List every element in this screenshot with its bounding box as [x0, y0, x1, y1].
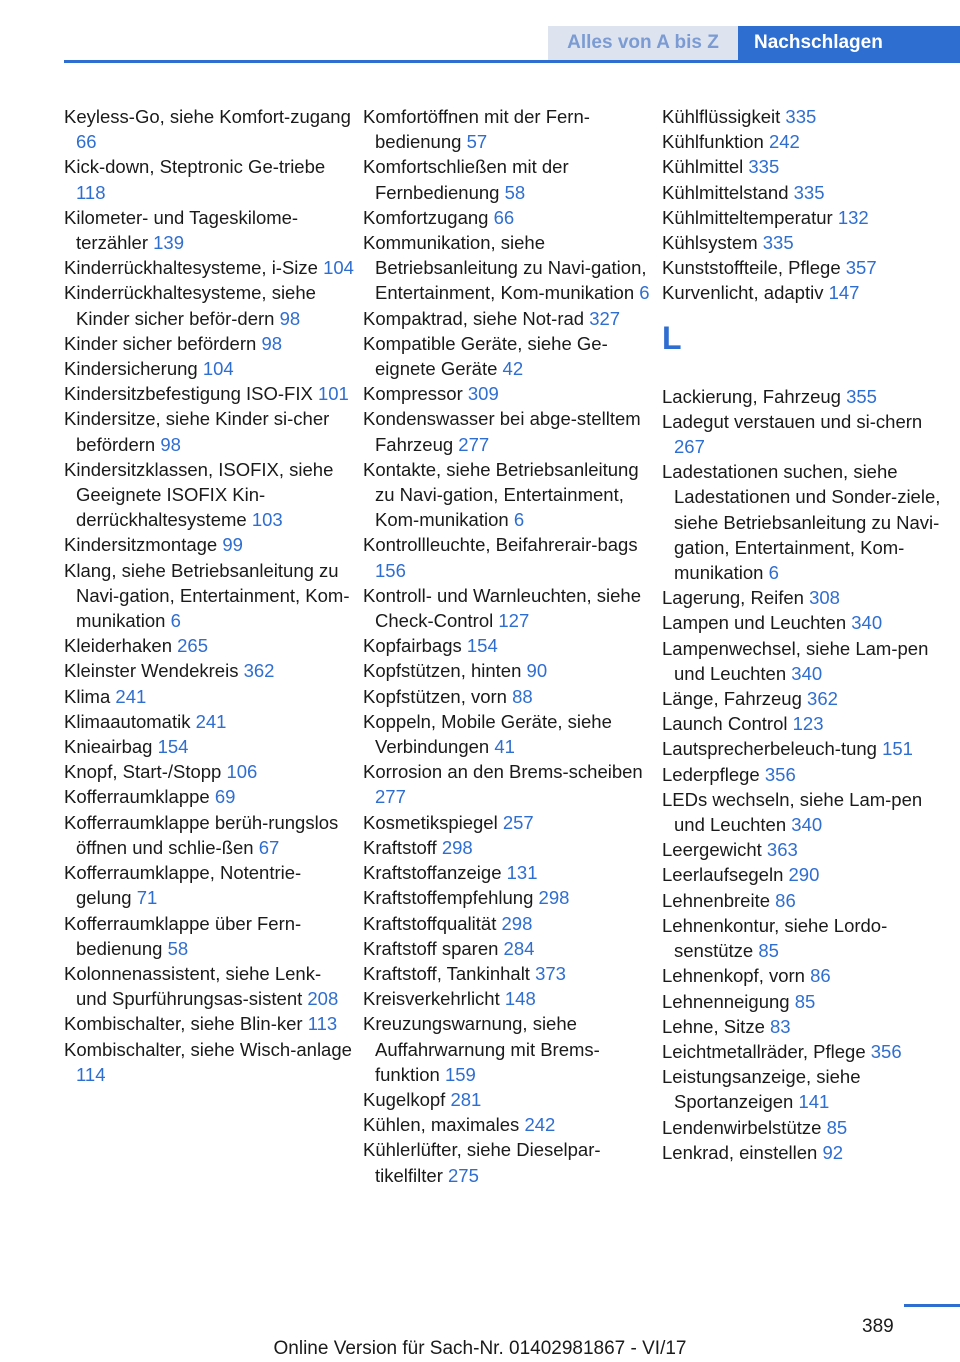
index-entry-page-link[interactable]: 335 — [748, 156, 780, 178]
index-entry — [363, 684, 653, 709]
index-entry-term: Klimaautomatik — [64, 710, 191, 732]
index-entry-page-link[interactable]: 67 — [258, 836, 280, 858]
index-entry-term: Lehne, Sitze — [662, 1015, 765, 1037]
index-entry-term: Kosmetikspiegel — [363, 811, 498, 833]
header-section-title: Alles von A bis Z — [548, 26, 738, 60]
index-entry-page-link[interactable]: 363 — [766, 839, 798, 861]
index-entry — [363, 104, 653, 154]
index-entry — [662, 686, 952, 711]
online-version-note: Online Version für Sach-Nr. 01402981867 - VI/17 — [273, 1338, 687, 1359]
index-entry-page-link[interactable]: 6 — [639, 282, 650, 304]
index-entry-page-link[interactable]: 104 — [323, 257, 354, 279]
index-letter-heading: L — [662, 319, 682, 356]
index-entry-term: Korrosion an den Brems-scheiben — [363, 761, 643, 783]
index-entry-term: Komfortöffnen mit der Fern-bedienung — [363, 106, 590, 153]
index-entry — [64, 381, 354, 406]
index-entry — [64, 1037, 354, 1087]
index-entry-term: Kofferraumklappe, Notentrie-gelung — [64, 862, 302, 909]
index-entry-term: Kontrollleuchte, Beifahrerair-bags — [363, 534, 638, 556]
index-entry — [363, 583, 653, 633]
index-entry-page-link[interactable]: 340 — [851, 612, 883, 634]
index-entry-page-link[interactable]: 85 — [826, 1116, 848, 1138]
index-entry-page-link[interactable]: 340 — [791, 662, 823, 684]
index-entry-term: Lampenwechsel, siehe Lam-pen und Leuchten — [662, 637, 929, 684]
index-entry-page-link[interactable]: 118 — [76, 181, 106, 203]
index-entry-term: LEDs wechseln, siehe Lam-pen und Leuchten — [662, 788, 923, 836]
index-entry-term: Knieairbag — [64, 736, 153, 758]
index-entry-page-link[interactable]: 298 — [538, 887, 570, 909]
index-entry — [64, 684, 354, 709]
index-entry-page-link[interactable]: 131 — [506, 862, 538, 884]
index-entry — [363, 406, 653, 456]
index-entry-page-link[interactable]: 335 — [793, 181, 825, 203]
index-entry-term: Kühlmittelstand — [662, 181, 789, 203]
index-entry — [363, 331, 653, 381]
index-entry — [662, 762, 952, 787]
index-entry — [363, 1011, 653, 1087]
index-entry — [363, 1112, 653, 1137]
index-entry — [64, 558, 354, 634]
index-entry — [363, 860, 653, 885]
index-entry-page-link[interactable]: 66 — [493, 206, 515, 228]
index-entry-page-link[interactable]: 104 — [202, 358, 234, 380]
index-entry — [64, 205, 354, 255]
index-entry — [363, 205, 653, 230]
index-entry-page-link[interactable]: 308 — [809, 587, 840, 609]
index-entry-term: Ladestationen suchen, siehe Ladestationen und Sonder-ziele, siehe Betriebsanleitung zu Navi-gation, Entertainment, Kom-munikation — [662, 461, 941, 584]
index-entry — [64, 709, 354, 734]
index-entry-term: Kreuzungswarnung, siehe Auffahrwarnung mit Brems-funktion — [363, 1013, 600, 1085]
index-entry-term: Lampen und Leuchten — [662, 612, 847, 634]
index-entry-page-link[interactable]: 6 — [170, 610, 181, 632]
index-entry — [662, 205, 952, 230]
index-entry — [64, 406, 354, 456]
index-entry-term: Kombischalter, siehe Wisch-anlage — [64, 1038, 352, 1060]
index-entry-page-link[interactable]: 132 — [837, 206, 869, 228]
index-entry — [662, 1039, 952, 1064]
index-entry-page-link[interactable]: 139 — [153, 232, 184, 254]
index-entry-term: Klima — [64, 685, 111, 707]
index-entry-term: Lehnenbreite — [662, 889, 771, 911]
index-entry — [662, 610, 952, 635]
index-entry — [662, 409, 952, 459]
index-entry-page-link[interactable]: 6 — [768, 562, 779, 584]
index-entry — [363, 658, 653, 683]
index-entry-page-link[interactable]: 101 — [317, 383, 349, 405]
index-entry-page-link[interactable]: 141 — [798, 1091, 830, 1113]
index-entry — [363, 911, 653, 936]
index-entry-term: Koppeln, Mobile Geräte, siehe Verbindungen — [363, 710, 612, 758]
index-entry-term: Kleiderhaken — [64, 635, 172, 657]
index-entry-term: Kompressor — [363, 383, 463, 405]
index-entry-page-link[interactable]: 156 — [375, 559, 406, 581]
index-entry-term: Lenkrad, einstellen — [662, 1141, 818, 1163]
index-entry — [363, 961, 653, 986]
index-entry-term: Launch Control — [662, 713, 788, 735]
index-entry-term: Kick-down, Steptronic Ge-triebe — [64, 156, 326, 178]
index-entry — [64, 860, 354, 910]
index-entry-term: Kühlmittel — [662, 156, 744, 178]
index-entry-page-link[interactable]: 241 — [195, 710, 227, 732]
index-entry — [64, 1011, 354, 1036]
index-entry-term: Lagerung, Reifen — [662, 587, 804, 609]
index-entry-term: Kindersitzklassen, ISOFIX, siehe Geeignete ISOFIX Kin-derrückhaltesysteme — [64, 458, 334, 531]
index-entry-page-link[interactable]: 103 — [251, 509, 283, 531]
index-entry — [64, 154, 354, 204]
index-entry-page-link[interactable]: 356 — [764, 763, 796, 785]
index-entry — [662, 280, 952, 305]
index-entry-page-link[interactable]: 335 — [762, 232, 794, 254]
index-entry — [662, 711, 952, 736]
index-entry-term: Leerlaufsegeln — [662, 864, 784, 886]
index-entry — [662, 230, 952, 255]
index-entry-page-link[interactable]: 92 — [822, 1141, 844, 1163]
index-entry-page-link[interactable]: 277 — [458, 433, 490, 455]
index-entry-page-link[interactable]: 373 — [535, 962, 566, 984]
index-entry-page-link[interactable]: 241 — [115, 685, 147, 707]
index-entry-page-link[interactable]: 113 — [307, 1013, 338, 1035]
index-entry — [662, 963, 952, 988]
index-entry-term: Kopfstützen, vorn — [363, 685, 507, 707]
index-entry — [64, 759, 354, 784]
index-entry — [662, 1014, 952, 1039]
index-entry-page-link[interactable]: 147 — [828, 282, 860, 304]
index-entry — [662, 736, 952, 761]
index-entry-term: Kühlmitteltemperatur — [662, 206, 833, 228]
index-entry-term: Kühlen, maximales — [363, 1114, 520, 1136]
index-entry-page-link[interactable]: 290 — [788, 864, 820, 886]
index-entry-page-link[interactable]: 257 — [502, 811, 534, 833]
index-entry — [662, 180, 952, 205]
index-entry-term: Kondenswasser bei abge-stelltem Fahrzeug — [363, 408, 641, 455]
index-entry — [363, 457, 653, 533]
index-entry-page-link[interactable]: 85 — [794, 990, 816, 1012]
index-entry-term: Leergewicht — [662, 839, 762, 861]
index-entry — [363, 835, 653, 860]
index-entry-page-link[interactable]: 327 — [589, 307, 621, 329]
index-entry-term: Kühlsystem — [662, 232, 758, 254]
index-entry-term: Lackierung, Fahrzeug — [662, 385, 841, 407]
index-entry-page-link[interactable]: 275 — [448, 1164, 479, 1186]
header-chapter-tab: Nachschlagen — [738, 26, 960, 60]
footer-rule — [904, 1304, 960, 1307]
index-entry — [662, 255, 952, 280]
index-entry-term: Lehnenkopf, vorn — [662, 965, 805, 987]
index-entry-page-link[interactable]: 106 — [226, 761, 258, 783]
index-entry — [363, 759, 653, 809]
index-entry-page-link[interactable]: 281 — [450, 1088, 482, 1110]
index-entry-term: Kopfairbags — [363, 635, 462, 657]
index-entry-page-link[interactable]: 71 — [136, 887, 158, 909]
index-entry — [64, 734, 354, 759]
index-entry-page-link[interactable]: 148 — [504, 988, 536, 1010]
index-entry — [662, 104, 952, 129]
index-entry-page-link[interactable]: 298 — [441, 836, 473, 858]
index-entry-term: Lederpflege — [662, 763, 760, 785]
index-entry-term: Kraftstoff — [363, 836, 437, 858]
page-number: 389 — [862, 1316, 894, 1337]
index-entry-page-link[interactable]: 154 — [466, 635, 498, 657]
index-entry-term: Ladegut verstauen und si-chern — [662, 410, 923, 432]
index-entry-term: Kindersicherung — [64, 358, 198, 380]
index-entry — [64, 810, 354, 860]
index-entry — [64, 356, 354, 381]
index-entry-term: Kühlerlüfter, siehe Dieselpar-tikelfilter — [363, 1139, 601, 1186]
index-entry-page-link[interactable]: 86 — [810, 965, 831, 987]
index-entry — [662, 837, 952, 862]
index-entry-term: Kleinster Wendekreis — [64, 660, 239, 682]
index-column-3 — [662, 104, 952, 1165]
index-entry — [64, 784, 354, 809]
index-entry-term: Kompatible Geräte, siehe Ge-eignete Geräte — [363, 332, 608, 380]
index-entry — [662, 129, 952, 154]
index-entry-page-link[interactable]: 58 — [504, 181, 526, 203]
index-entry — [662, 787, 952, 837]
index-entry-term: Kugelkopf — [363, 1088, 446, 1110]
index-entry-page-link[interactable]: 69 — [214, 786, 236, 808]
index-entry-page-link[interactable]: 114 — [76, 1063, 106, 1085]
index-entry — [64, 658, 354, 683]
index-entry-term: Komfortschließen mit der Fernbedienung — [363, 156, 569, 203]
index-entry — [64, 255, 354, 280]
index-entry-page-link[interactable]: 98 — [160, 433, 181, 455]
index-entry-term: Kraftstoffanzeige — [363, 862, 502, 884]
index-entry-term: Klang, siehe Betriebsanleitung zu Navi-gation, Entertainment, Kom-munikation — [64, 559, 350, 632]
index-entry-term: Lautsprecherbeleuch-tung — [662, 738, 877, 760]
header-rule — [64, 60, 960, 63]
index-entry — [363, 1137, 653, 1187]
index-entry-page-link[interactable]: 309 — [467, 383, 499, 405]
index-entry-term: Kompaktrad, siehe Not-rad — [363, 307, 585, 329]
index-entry-page-link[interactable]: 41 — [494, 736, 515, 758]
index-entry-page-link[interactable]: 98 — [279, 307, 301, 329]
index-entry-term: Kinder sicher befördern — [64, 332, 257, 354]
index-entry — [64, 457, 354, 533]
index-entry-page-link[interactable]: 90 — [526, 660, 548, 682]
index-entry-page-link[interactable]: 42 — [502, 358, 524, 380]
index-entry — [64, 911, 354, 961]
index-entry-page-link[interactable]: 265 — [177, 635, 209, 657]
index-entry-term: Lehnenneigung — [662, 990, 790, 1012]
index-entry-term: Kilometer- und Tageskilome-terzähler — [64, 206, 299, 254]
index-entry — [662, 989, 952, 1014]
index-entry-term: Kofferraumklappe berüh-rungslos öffnen und schlie-ßen — [64, 811, 339, 858]
index-entry-term: Komfortzugang — [363, 206, 489, 228]
index-entry-page-link[interactable]: 88 — [512, 685, 533, 707]
index-entry-page-link[interactable]: 356 — [870, 1040, 902, 1062]
index-entry-page-link[interactable]: 277 — [375, 786, 406, 808]
index-entry-term: Kurvenlicht, adaptiv — [662, 282, 824, 304]
index-entry — [662, 384, 952, 409]
index-entry — [64, 961, 354, 1011]
index-entry — [363, 306, 653, 331]
index-entry — [662, 154, 952, 179]
index-entry-page-link[interactable]: 284 — [503, 937, 535, 959]
index-entry-page-link[interactable]: 86 — [775, 889, 796, 911]
index-entry-page-link[interactable]: 57 — [466, 131, 488, 153]
index-entry — [363, 532, 653, 582]
index-entry-term: Kraftstoffempfehlung — [363, 887, 534, 909]
index-entry — [363, 1087, 653, 1112]
index-entry — [64, 633, 354, 658]
index-entry — [363, 885, 653, 910]
index-entry — [662, 459, 952, 585]
index-entry-term: Länge, Fahrzeug — [662, 688, 802, 710]
index-entry — [662, 1140, 952, 1165]
index-entry-page-link[interactable]: 154 — [157, 736, 189, 758]
index-entry-term: Kühlflüssigkeit — [662, 106, 781, 127]
index-entry-term: Kombischalter, siehe Blin-ker — [64, 1013, 303, 1035]
index-entry — [64, 532, 354, 557]
index-entry-term: Kolonnenassistent, siehe Lenk- und Spurführungsas-sistent — [64, 962, 322, 1010]
index-entry — [363, 633, 653, 658]
index-entry-term: Kindersitzmontage — [64, 534, 218, 556]
index-entry-term: Kühlfunktion — [662, 131, 764, 153]
index-entry — [363, 936, 653, 961]
index-entry-page-link[interactable]: 58 — [167, 937, 189, 959]
index-entry — [662, 585, 952, 610]
index-entry-term: Kraftstoff, Tankinhalt — [363, 962, 530, 984]
index-entry-page-link[interactable]: 242 — [524, 1114, 556, 1136]
index-entry-page-link[interactable]: 362 — [807, 688, 838, 710]
index-entry-term: Leistungsanzeige, siehe Sportanzeigen — [662, 1066, 861, 1113]
index-entry-page-link[interactable]: 6 — [513, 509, 525, 531]
index-entry-term: Kinderrückhaltesysteme, siehe Kinder sicher beför-dern — [64, 282, 316, 329]
index-entry-page-link[interactable]: 357 — [845, 257, 877, 279]
index-entry-term: Lehnenkontur, siehe Lordo-senstütze — [662, 914, 888, 962]
index-entry-page-link[interactable]: 208 — [307, 988, 339, 1010]
index-entry-term: Leichtmetallräder, Pflege — [662, 1040, 866, 1062]
index-entry-term: Kontroll- und Warnleuchten, siehe Check-Control — [363, 584, 641, 632]
index-entry-page-link[interactable]: 98 — [261, 332, 283, 354]
index-entry — [363, 986, 653, 1011]
index-entry — [363, 709, 653, 759]
index-column-1 — [64, 104, 354, 1087]
index-entry-page-link[interactable]: 83 — [770, 1015, 791, 1037]
index-entry-term: Kreisverkehrlicht — [363, 988, 500, 1010]
index-entry — [363, 154, 653, 204]
index-entry — [363, 230, 653, 306]
index-entry-term: Knopf, Start-/Stopp — [64, 761, 222, 783]
index-entry-term: Kindersitze, siehe Kinder si-cher befördern — [64, 408, 330, 455]
index-entry — [363, 381, 653, 406]
index-entry-page-link[interactable]: 298 — [501, 912, 533, 934]
index-entry — [662, 636, 952, 686]
index-entry-term: Kunststoffteile, Pflege — [662, 257, 841, 279]
index-entry — [662, 862, 952, 887]
index-entry — [662, 888, 952, 913]
index-entry-page-link[interactable]: 355 — [846, 385, 877, 407]
index-entry-page-link[interactable]: 335 — [785, 106, 817, 127]
index-entry-term: Kofferraumklappe über Fern-bedienung — [64, 912, 302, 959]
index-entry-page-link[interactable]: 159 — [444, 1063, 476, 1085]
index-entry-term: Kontakte, siehe Betriebsanleitung zu Navi-gation, Entertainment, Kom-munikation — [363, 458, 639, 531]
index-entry-page-link[interactable]: 362 — [243, 660, 275, 682]
index-entry-page-link[interactable]: 123 — [792, 713, 824, 735]
index-entry-page-link[interactable]: 127 — [498, 610, 530, 632]
index-entry-page-link[interactable]: 242 — [768, 131, 800, 153]
index-entry-page-link[interactable]: 66 — [76, 131, 97, 153]
index-entry-term: Kopfstützen, hinten — [363, 660, 522, 682]
index-entry-term: Kommunikation, siehe Betriebsanleitung zu Navi-gation, Entertainment, Kom-munikation — [363, 232, 647, 304]
index-entry — [662, 913, 952, 963]
index-entry — [64, 280, 354, 330]
index-entry — [64, 104, 354, 154]
index-entry-page-link[interactable]: 151 — [882, 738, 913, 760]
index-entry-term: Kraftstoffqualität — [363, 912, 497, 934]
index-entry-page-link[interactable]: 267 — [674, 436, 705, 458]
index-entry-page-link[interactable]: 340 — [791, 814, 823, 836]
index-entry-term: Kraftstoff sparen — [363, 937, 499, 959]
index-entry-term: Lendenwirbelstütze — [662, 1116, 822, 1138]
index-entry — [363, 810, 653, 835]
index-column-2 — [363, 104, 653, 1188]
index-entry-term: Kindersitzbefestigung ISO-FIX — [64, 383, 313, 405]
index-entry — [662, 1064, 952, 1114]
index-entry-page-link[interactable]: 99 — [222, 534, 243, 556]
index-entry-term: Keyless-Go, siehe Komfort-zugang — [64, 106, 351, 127]
index-entry-term: Kofferraumklappe — [64, 786, 210, 808]
index-entry — [662, 1115, 952, 1140]
index-entry-term: Kinderrückhaltesysteme, i-Size — [64, 257, 318, 279]
index-entry — [64, 331, 354, 356]
index-entry-page-link[interactable]: 85 — [758, 940, 779, 962]
